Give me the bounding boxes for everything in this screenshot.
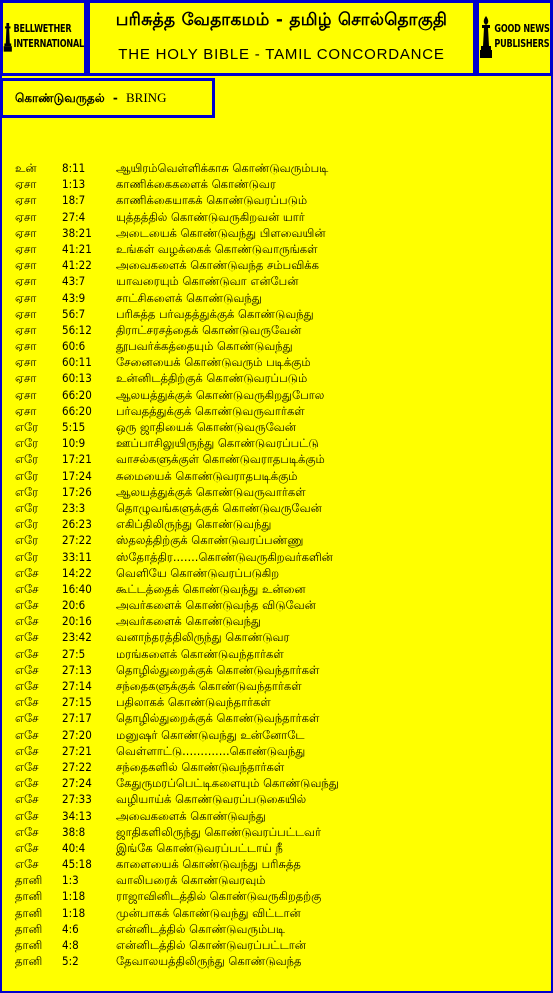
list-item [0,273,553,289]
verse-reference: 27:5 [62,646,86,661]
verse-excerpt: இங்கே கொண்டுவரப்பட்டாய் நீ [116,840,283,855]
book-abbrev: ஏசா [15,339,37,354]
book-abbrev: எசே [15,727,39,742]
verse-excerpt: காணிக்கைகளைக் கொண்டுவர [116,177,276,192]
verse-reference: 17:21 [62,452,92,467]
verse-reference: 27:21 [62,743,92,758]
verse-excerpt: சாட்சிகளைக் கொண்டுவந்து [116,290,262,305]
list-item [0,468,553,484]
verse-reference: 45:18 [62,857,92,872]
logo-line-1: GOOD NEWS [494,24,550,36]
verse-excerpt: என்னிடத்தில் கொண்டுவரும்படி [116,921,285,936]
list-item [0,905,553,921]
verse-excerpt: வெளியே கொண்டுவரப்படுகிற [116,565,280,580]
book-abbrev: ஏசா [15,193,37,208]
book-abbrev: ஏசா [15,306,37,321]
list-item [0,759,553,775]
book-abbrev: தானி [15,873,43,888]
verse-reference: 27:13 [62,662,92,677]
list-item [0,176,553,192]
verse-reference: 33:11 [62,549,92,564]
verse-excerpt: தொழுவங்களுக்குக் கொண்டுவருவேன் [116,500,322,515]
good-news-logo [479,3,550,73]
list-item [0,937,553,953]
book-abbrev: எசே [15,824,39,839]
verse-excerpt: மனுஷர் கொண்டுவந்து உன்னோடே [116,727,305,742]
book-abbrev: எரே [15,517,39,532]
verse-excerpt: கேதுருமரப்பெட்டிகளையும் கொண்டுவந்து [116,776,339,791]
list-item [0,953,553,969]
verse-reference: 27:17 [62,711,92,726]
heading-word-english: BRING [126,90,167,105]
verse-excerpt: அடையைக் கொண்டுவந்து பிளவையின் [116,225,326,240]
list-item [0,565,553,581]
verse-reference: 27:4 [62,209,86,224]
verse-reference: 14:22 [62,565,92,580]
list-item [0,451,553,467]
book-abbrev: எசே [15,581,39,596]
verse-excerpt: ஆலயத்துக்குக் கொண்டுவருகிறதுபோல [116,387,325,402]
verse-reference: 40:4 [62,840,86,855]
list-item [0,856,553,872]
verse-excerpt: அவர்களைக் கொண்டுவந்த விடுவேன் [116,598,316,613]
book-abbrev: எசே [15,808,39,823]
book-abbrev: எசே [15,711,39,726]
list-item [0,775,553,791]
verse-excerpt: தொழில்துறைக்குக் கொண்டுவந்தார்கள் [116,662,320,677]
torch-icon [479,16,493,60]
verse-reference: 43:9 [62,290,86,305]
list-item [0,662,553,678]
concordance-list [0,160,553,969]
book-abbrev: எசே [15,679,39,693]
logo-line-2: PUBLISHERS [494,39,550,51]
book-abbrev: எரே [15,484,39,499]
verse-reference: 18:7 [62,193,86,208]
book-abbrev: ஏசா [15,355,37,370]
heading-word-tamil: கொண்டுவருதல் [15,91,105,105]
verse-excerpt: ராஜாவினிடத்தில் கொண்டுவருகிறதற்கு [116,889,322,904]
list-item [0,629,553,645]
verse-reference: 41:22 [62,258,92,273]
book-abbrev: எசே [15,857,39,872]
book-abbrev: எசே [15,598,39,613]
verse-reference: 10:9 [62,436,86,451]
book-abbrev: எரே [15,468,39,483]
verse-excerpt: ஆலயத்துக்குக் கொண்டுவருவார்கள் [116,484,306,499]
verse-excerpt: எகிப்திலிருந்து கொண்டுவந்து [116,517,272,532]
verse-excerpt: சுமையைக் கொண்டுவராதபடிக்கும் [116,468,298,483]
verse-excerpt: சந்தைகளுக்குக் கொண்டுவந்தார்கள் [116,679,302,693]
book-abbrev: உன் [15,161,37,175]
verse-reference: 26:23 [62,517,92,532]
bellwether-logo-box [0,0,87,76]
list-item [0,306,553,322]
verse-excerpt: கூட்டத்தைக் கொண்டுவந்து உன்னை [116,581,306,596]
list-item [0,370,553,386]
good-news-logo-box [476,0,553,76]
book-abbrev: எசே [15,662,39,677]
verse-excerpt: பர்வதத்துக்குக் கொண்டுவருவார்கள் [116,403,305,418]
verse-reference: 1:3 [62,873,79,888]
verse-reference: 1:18 [62,905,86,920]
verse-excerpt: மரங்களைக் கொண்டுவந்தார்கள் [116,646,284,661]
book-abbrev: தானி [15,938,43,952]
verse-reference: 41:21 [62,241,92,256]
verse-excerpt: யுத்தத்தில் கொண்டுவருகிறவன் யார் [116,209,305,224]
book-abbrev: ஏசா [15,177,37,192]
chess-piece-icon [3,16,13,60]
book-abbrev: எரே [15,436,39,451]
list-item [0,209,553,225]
verse-reference: 27:14 [62,679,92,693]
verse-reference: 20:16 [62,614,92,629]
list-item [0,694,553,710]
list-item [0,192,553,208]
title-box [87,0,476,76]
verse-excerpt: முன்பாகக் கொண்டுவந்து விட்டான் [116,905,301,920]
verse-excerpt: சேனையைக் கொண்டுவரும் படிக்கும் [116,355,311,370]
verse-reference: 5:15 [62,420,86,434]
list-item [0,597,553,613]
verse-reference: 27:22 [62,759,92,774]
book-abbrev: தானி [15,954,43,969]
bellwether-logo [3,3,84,73]
verse-reference: 1:13 [62,177,86,192]
verse-excerpt: என்னிடத்தில் கொண்டுவரப்பட்டான் [116,938,306,952]
book-abbrev: ஏசா [15,274,37,289]
list-item [0,225,553,241]
verse-excerpt: அவர்களைக் கொண்டுவந்து [116,614,261,629]
list-item [0,338,553,354]
book-abbrev: எசே [15,759,39,774]
book-abbrev: எரே [15,420,39,434]
book-abbrev: தானி [15,905,43,920]
book-abbrev: எசே [15,614,39,629]
book-abbrev: எரே [15,452,39,467]
verse-excerpt: ஸ்தோத்திர.......கொண்டுவருகிறவர்களின் [116,549,333,564]
verse-reference: 60:6 [62,339,86,354]
verse-reference: 38:8 [62,824,86,839]
verse-reference: 4:6 [62,921,79,936]
verse-reference: 8:11 [62,161,86,175]
list-item [0,727,553,743]
verse-excerpt: உங்கள் வழக்கைக் கொண்டுவாருங்கள் [116,241,318,256]
verse-excerpt: ஜாதிகளிலிருந்து கொண்டுவரப்பட்டவர் [116,824,322,839]
verse-reference: 1:18 [62,889,86,904]
verse-excerpt: ஆயிரம்வெள்ளிக்காசு கொண்டுவரும்படி [116,161,329,175]
logo-line-1: BELLWETHER [13,24,72,36]
book-abbrev: ஏசா [15,241,37,256]
verse-excerpt: ஊப்பாசிலுயிருந்து கொண்டுவரப்பட்டு [116,436,319,451]
book-abbrev: ஏசா [15,403,37,418]
verse-reference: 60:13 [62,371,92,386]
verse-reference: 27:15 [62,695,92,710]
book-abbrev: தானி [15,921,43,936]
verse-excerpt: தொழில்துறைக்குக் கொண்டுவந்தார்கள் [116,711,320,726]
book-abbrev: எசே [15,565,39,580]
list-item [0,160,553,176]
verse-reference: 16:40 [62,581,92,596]
verse-excerpt: பரிசுத்த பர்வதத்துக்குக் கொண்டுவந்து [116,306,314,321]
list-item [0,516,553,532]
list-item [0,257,553,273]
list-item [0,241,553,257]
list-item [0,710,553,726]
verse-reference: 60:11 [62,355,92,370]
list-item [0,290,553,306]
book-abbrev: தானி [15,889,43,904]
list-item [0,824,553,840]
verse-reference: 17:26 [62,484,92,499]
book-abbrev: ஏசா [15,371,37,386]
list-item [0,678,553,694]
verse-reference: 27:33 [62,792,92,807]
list-item [0,403,553,419]
list-item [0,581,553,597]
list-item [0,921,553,937]
verse-reference: 66:20 [62,403,92,418]
verse-reference: 23:3 [62,500,86,515]
book-abbrev: ஏசா [15,387,37,402]
book-abbrev: ஏசா [15,322,37,337]
verse-reference: 27:22 [62,533,92,548]
verse-excerpt: ஸ்தலத்திற்குக் கொண்டுவரப்பண்ணு [116,533,304,548]
list-item [0,435,553,451]
verse-reference: 66:20 [62,387,92,402]
book-abbrev: எசே [15,840,39,855]
verse-reference: 17:24 [62,468,92,483]
book-abbrev: எரே [15,500,39,515]
verse-excerpt: வாசல்களுக்குள் கொண்டுவராதபடிக்கும் [116,452,325,467]
book-abbrev: எரே [15,533,39,548]
verse-excerpt: வழியாய்க் கொண்டுவரப்படுகையில் [116,792,307,807]
verse-reference: 27:20 [62,727,92,742]
book-abbrev: எசே [15,776,39,791]
verse-excerpt: அவைகளைக் கொண்டுவந்த சம்பவிக்க [116,258,320,273]
list-item [0,532,553,548]
verse-reference: 38:21 [62,225,92,240]
verse-excerpt: காளையைக் கொண்டுவந்து பரிசுத்த [116,857,301,872]
verse-excerpt: சந்தைகளில் கொண்டுவந்தார்கள் [116,759,285,774]
list-item [0,791,553,807]
list-item [0,743,553,759]
verse-reference: 43:7 [62,274,86,289]
list-item [0,322,553,338]
verse-excerpt: யாவரையும் கொண்டுவா என்பேன் [116,274,299,289]
verse-excerpt: காணிக்கையாகக் கொண்டுவரப்படும் [116,193,308,208]
verse-reference: 20:6 [62,598,86,613]
verse-excerpt: வனாந்தரத்திலிருந்து கொண்டுவர [116,630,290,645]
verse-reference: 4:8 [62,938,79,952]
logo-line-2: INTERNATIONAL [13,39,84,51]
verse-excerpt: வாலிபரைக் கொண்டுவரவும் [116,873,266,888]
verse-excerpt: ஒரு ஜாதியைக் கொண்டுவருவேன் [116,420,296,434]
verse-excerpt: அவைகளைக் கொண்டுவந்து [116,808,266,823]
verse-excerpt: தேவாலயத்திலிருந்து கொண்டுவந்த [116,954,302,969]
list-item [0,808,553,824]
book-abbrev: எசே [15,646,39,661]
heading-separator: - [112,91,118,105]
verse-excerpt: வெள்ளாட்டு.............கொண்டுவந்து [116,743,306,758]
list-item [0,387,553,403]
book-abbrev: எரே [15,549,39,564]
list-item [0,500,553,516]
book-abbrev: எசே [15,743,39,758]
book-abbrev: எசே [15,792,39,807]
list-item [0,354,553,370]
word-heading [0,78,215,118]
verse-excerpt: உன்னிடத்திற்குக் கொண்டுவரப்படும் [116,371,308,386]
list-item [0,646,553,662]
verse-excerpt: தூபவர்க்கத்தையும் கொண்டுவந்து [116,339,293,354]
verse-excerpt: பதிலாகக் கொண்டுவந்தார்கள் [116,695,271,710]
list-item [0,872,553,888]
list-item [0,549,553,565]
book-abbrev: ஏசா [15,258,37,273]
verse-reference: 34:13 [62,808,92,823]
verse-excerpt: திராட்சரசத்தைக் கொண்டுவருவேன் [116,322,302,337]
verse-reference: 56:12 [62,322,92,337]
title-english: THE HOLY BIBLE - TAMIL CONCORDANCE [118,46,445,63]
list-item [0,484,553,500]
verse-reference: 56:7 [62,306,86,321]
book-abbrev: எசே [15,630,39,645]
verse-reference: 5:2 [62,954,79,969]
verse-reference: 27:24 [62,776,92,791]
book-abbrev: ஏசா [15,225,37,240]
list-item [0,419,553,435]
verse-reference: 23:42 [62,630,92,645]
title-tamil: பரிசுத்த வேதாகமம் - தமிழ் சொல்தொகுதி [115,10,448,30]
list-item [0,840,553,856]
book-abbrev: ஏசா [15,209,37,224]
list-item [0,888,553,904]
book-abbrev: ஏசா [15,290,37,305]
list-item [0,613,553,629]
book-abbrev: எசே [15,695,39,710]
